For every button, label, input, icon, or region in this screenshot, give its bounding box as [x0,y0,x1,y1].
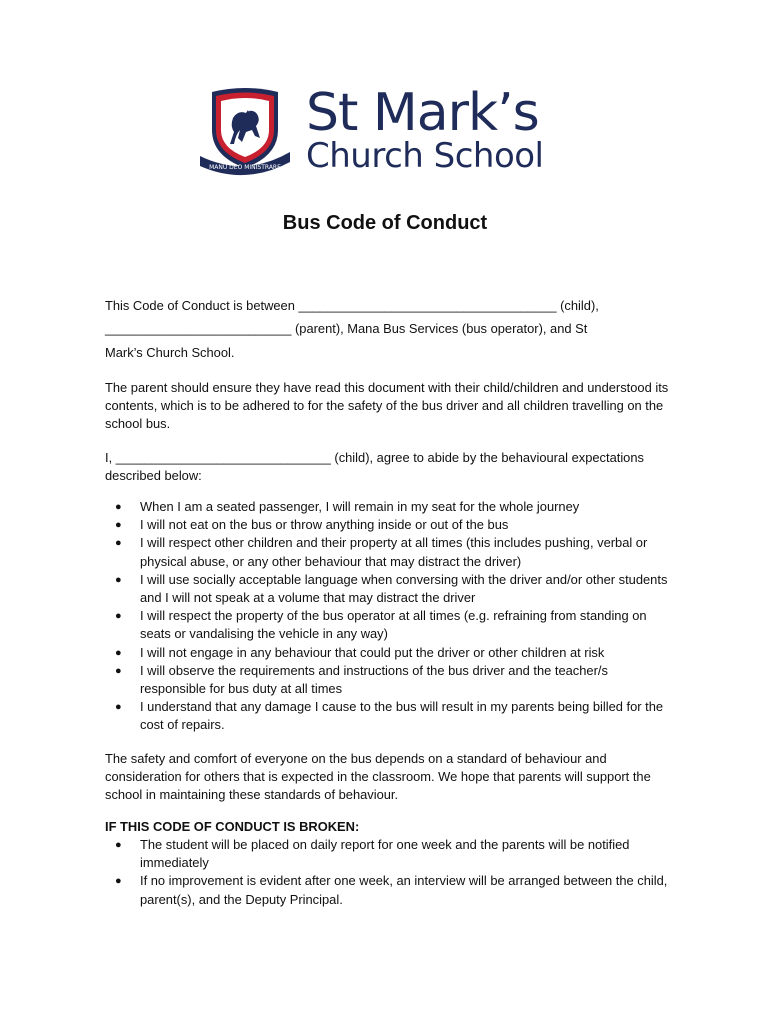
agreement-paragraph: I, ______________________________ (child), agree to abide by the behavioural expectations described below: [105,450,644,484]
document-title: Bus Code of Conduct [282,212,488,234]
list-item: ● If no improvement is evident after one week, an interview will be arranged between the child, parent(s), and the Deputy Principal. [115,873,668,907]
bullet-icon: ● [115,519,122,532]
bullet-icon: ● [115,537,122,550]
list-item: ● The student will be placed on daily report for one week and the parents will be notified immediately [115,837,630,871]
bullet-icon: ● [115,839,122,851]
list-item: ● I will observe the requirements and instructions of the bus driver and the teacher/s responsible for bus duty at all times [115,662,608,697]
expectations-list [105,498,670,735]
school-subtitle: Church School [306,136,544,176]
list-item: ● I understand that any damage I cause to the bus will result in my parents being billed for the cost of repairs. [115,699,664,733]
bullet-icon: ● [115,610,122,623]
intro-line-2: __________________________ (parent), Mana Bus Services (bus operator), and St [105,321,588,337]
consequences-list [105,836,670,909]
consequences-heading: IF THIS CODE OF CONDUCT IS BROKEN: [105,819,360,834]
list-item: ● I will not engage in any behaviour that could put the driver or other children at risk [105,644,670,662]
school-crest-icon [200,86,290,178]
bullet-icon: ● [115,875,122,888]
bullet-icon: ● [115,573,122,586]
svg-text:MANU DEO MINISTRARE: MANU DEO MINISTRARE [209,164,281,171]
bullet-icon: ● [115,664,122,677]
intro-line-3: Mark’s Church School. [105,344,235,360]
intro-paragraph [105,294,670,364]
list-item: ● I will respect the property of the bus operator at all times (e.g. refraining from standing on seats or vandalising the vehicle in any way) [115,608,647,642]
bullet-icon: ● [115,501,122,513]
list-item: ● When I am a seated passenger, I will remain in my seat for the whole journey [105,498,670,516]
bullet-icon: ● [115,701,122,714]
list-item: ● I will respect other children and their property at all times (this includes pushing, verbal or physical abuse, or any other behaviour that may distract the driver) [115,535,648,569]
parent-paragraph: The parent should ensure they have read this document with their child/children and understood its contents, which is to be adhered to for the safety of the bus driver and all children travelling on the school bus. [105,380,669,432]
intro-line-1: This Code of Conduct is between ____________________________________ (child), [105,298,599,313]
list-item: ● I will use socially acceptable language when conversing with the driver and/or other students and I will not speak at a volume that may distract the driver [115,571,668,606]
school-name: St Mark’s [306,83,539,143]
bullet-icon: ● [115,646,122,659]
safety-paragraph: The safety and comfort of everyone on the bus depends on a standard of behaviour and consideration for others that is expected in the classroom. We hope that parents will support the school in maintaining these standards of behaviour. [105,751,651,803]
list-item: ● I will not eat on the bus or throw anything inside or out of the bus [105,516,670,534]
school-logo [200,84,580,184]
